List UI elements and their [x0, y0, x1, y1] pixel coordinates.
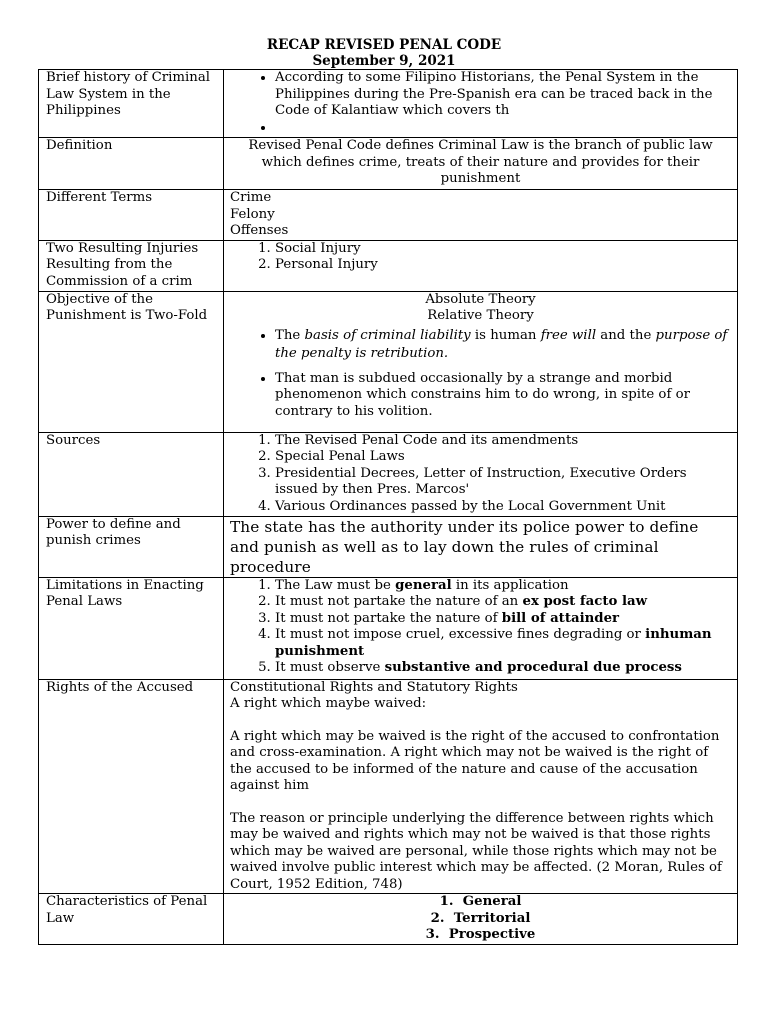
table-row [39, 190, 738, 241]
row-label: Characteristics of Penal Law [39, 894, 224, 945]
spacer [230, 795, 731, 811]
list-item: 3. Presidential Decrees, Letter of Instruction, Executive Orders issued by then Pres. Marcos' [275, 466, 731, 499]
row-content [224, 432, 738, 516]
row-content [224, 240, 738, 291]
table-row [39, 432, 738, 516]
list-item [275, 627, 731, 660]
spacer [230, 713, 731, 729]
page-date: September 9, 2021 [312, 53, 456, 69]
list-item [275, 594, 731, 611]
list-item: 2. Personal Injury [275, 257, 731, 274]
text-span: basis of criminal liability [304, 327, 471, 343]
text-span: It must observe [275, 660, 385, 675]
text-span: in its application [451, 577, 569, 593]
list-item-empty [275, 120, 731, 137]
theory-label: Relative Theory [427, 308, 534, 323]
table-row [39, 679, 738, 894]
row-label: Different Terms [39, 190, 224, 241]
table-row [39, 291, 738, 432]
row-label: Objective of the Punishment is Two-Fold [39, 291, 224, 432]
table-row [39, 577, 738, 679]
row-label: Limitations in Enacting Penal Laws [39, 577, 224, 679]
row-content [224, 577, 738, 679]
theory-label: Absolute Theory [425, 291, 536, 307]
list-item: • That man is subdued occasionally by a strange and morbid phenomenon which constrains him to do wrong, in spite of or contrary to his volition. [275, 371, 731, 421]
list-item [275, 611, 731, 628]
text-span: bill of attainder [501, 610, 620, 626]
row-label: Brief history of Criminal Law System in the Philippines [39, 70, 224, 138]
characteristic-item: 3. Prospective [425, 927, 536, 942]
row-content [224, 190, 738, 241]
row-label: Sources [39, 432, 224, 516]
text-span: The [275, 327, 305, 343]
text-span: purpose of the penalty is retribution. [275, 327, 728, 361]
text-span: ex post facto law [522, 594, 648, 609]
term-item: Crime [230, 190, 272, 205]
rights-paragraph: A right which may be waived is the right of the accused to confrontation and cross-examination. A right which may not be waived is the right of the accused to be informed of the nature and cause of the accusation against him [230, 728, 720, 793]
table-row [39, 894, 738, 945]
row-label: Definition [39, 138, 224, 190]
page-title: RECAP REVISED PENAL CODE [266, 37, 502, 53]
term-item: Offenses [230, 223, 289, 238]
rights-subheading: A right which maybe waived: [230, 696, 427, 711]
list-item [275, 327, 731, 363]
rights-paragraph: The reason or principle underlying the difference between rights which may be waived and rights which may not be waived is that those rights which may be waived are personal, while those rights which may not be waived involve public interest which may be affected. (2 Moran, Rules of Court, 1952 Edition, 748) [230, 810, 722, 892]
text-span: is human [470, 327, 541, 343]
text-span: The Law must be [275, 577, 396, 593]
row-content [224, 70, 738, 138]
rights-heading: Constitutional Rights and Statutory Rights [230, 679, 518, 695]
text-span: Territorial [453, 910, 531, 926]
row-label: Rights of the Accused [39, 679, 224, 894]
text-span: substantive and procedural due process [384, 660, 682, 675]
list-item [275, 578, 731, 595]
row-content [224, 291, 738, 432]
text-span: general [395, 577, 452, 593]
list-item: 1. The Revised Penal Code and its amendments [275, 433, 731, 450]
row-content [224, 894, 738, 945]
list-item [275, 660, 731, 677]
list-item: 4. Various Ordinances passed by the Local Government Unit [275, 499, 731, 516]
text-span: Prospective [448, 927, 536, 942]
table-row [39, 138, 738, 190]
list-item: 2. Special Penal Laws [275, 449, 731, 466]
row-content [224, 679, 738, 894]
list-item: 1. Social Injury [275, 241, 731, 258]
recap-table [38, 69, 738, 945]
text-span: General [462, 894, 522, 909]
power-text: The state has the authority under its police power to define and punish as well as to lay down the rules of criminal procedure [224, 516, 738, 577]
table-row [39, 70, 738, 138]
characteristic-item: 1. General [439, 894, 522, 909]
table-row [39, 240, 738, 291]
list-item: • According to some Filipino Historians, the Penal System in the Philippines during the Pre-Spanish era can be traced back in the Code of Kalantiaw which covers th [275, 70, 731, 120]
definition-text: Revised Penal Code defines Criminal Law is the branch of public law which defines crime, treats of their nature and provides for their punishment [224, 138, 738, 190]
row-label: Power to define and punish crimes [39, 516, 224, 577]
characteristic-item: 2. Territorial [430, 910, 531, 926]
row-label: Two Resulting Injuries Resulting from the Commission of a crim [39, 240, 224, 291]
text-span: and the [596, 327, 656, 343]
text-span: inhuman punishment [275, 627, 712, 659]
text-span: It must not partake the nature of an [275, 594, 523, 609]
text-span: It must not partake the nature of [275, 610, 502, 626]
text-span: It must not impose cruel, excessive fines degrading or [275, 627, 646, 642]
term-item: Felony [230, 206, 275, 222]
text-span: free will [540, 327, 597, 343]
table-row [39, 516, 738, 577]
